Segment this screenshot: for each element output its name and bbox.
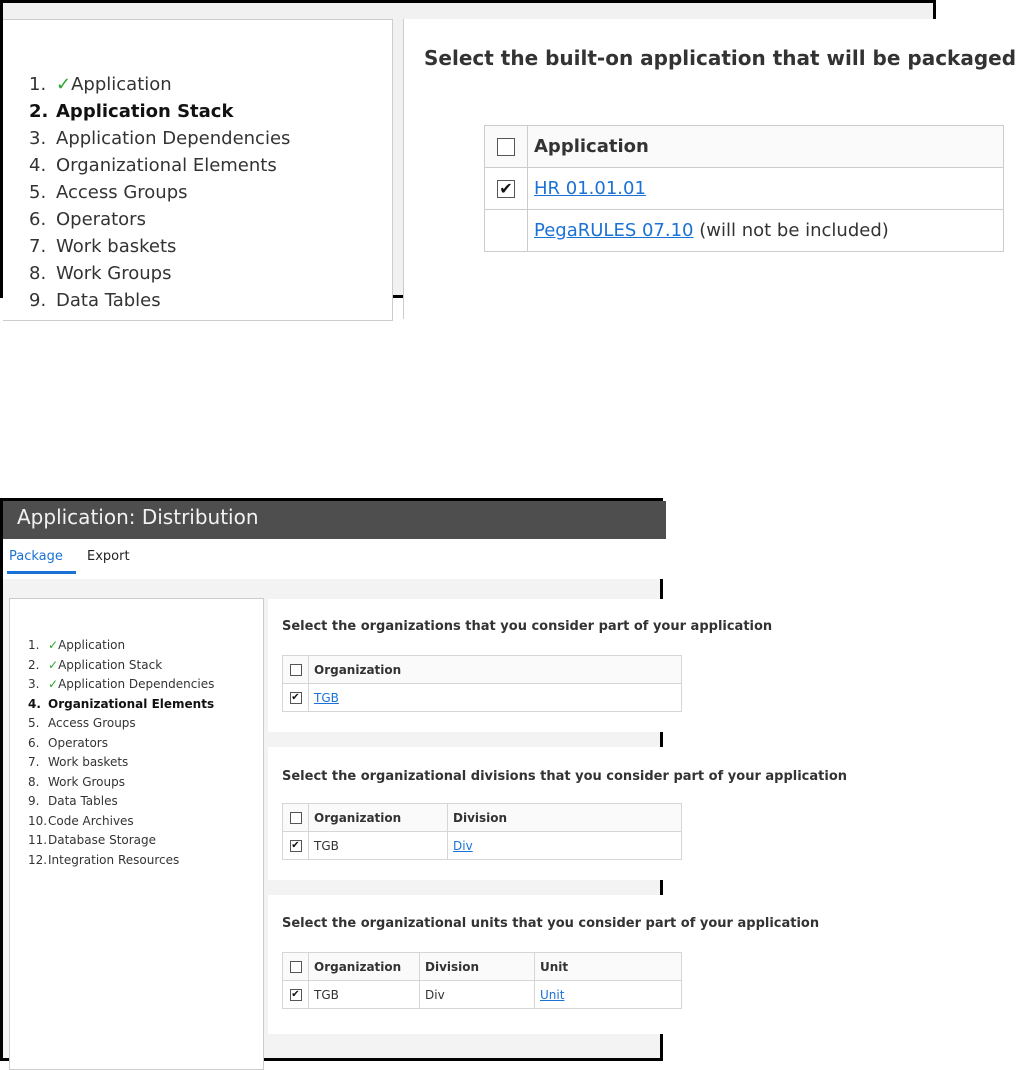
select-all-checkbox[interactable] — [290, 812, 302, 824]
wizard-step-label: Work baskets — [56, 236, 177, 257]
wizard-step[interactable]: 9. Data Tables — [28, 794, 118, 808]
tab-export[interactable]: Export — [87, 549, 130, 564]
wizard-step-label: Application — [58, 638, 126, 652]
wizard-step-label: Work Groups — [56, 263, 172, 284]
wizard-step[interactable]: 6. Operators — [29, 209, 146, 230]
wizard-step-label: Integration Resources — [48, 852, 180, 867]
select-all-checkbox[interactable] — [497, 138, 515, 156]
table-header-row — [283, 656, 682, 684]
wizard-step[interactable]: 10.Code Archives — [28, 813, 134, 828]
wizard-step-label: Data Tables — [56, 290, 161, 311]
organizations-table — [282, 655, 682, 712]
wizard-step[interactable]: 6. Operators — [28, 735, 108, 750]
units-table — [282, 952, 682, 1009]
wizard-steps-panel — [9, 598, 264, 1070]
divisions-panel — [268, 747, 848, 880]
wizard-step-label: Data Tables — [48, 794, 118, 808]
row-checkbox[interactable]: ✔ — [291, 989, 300, 1000]
wizard-steps-list — [28, 636, 214, 870]
column-header-division: Division — [420, 953, 535, 981]
wizard-step-label: Application — [71, 74, 172, 95]
wizard-step-label: Organizational Elements — [56, 155, 277, 176]
column-header-organization: Organization — [309, 953, 420, 981]
wizard-step-label: Organizational Elements — [48, 696, 215, 711]
application-link[interactable]: HR 01.01.01 — [534, 178, 646, 199]
wizard-step[interactable]: 2. ✓Application Stack — [28, 657, 163, 672]
division-link[interactable]: Div — [453, 838, 473, 853]
divisions-table — [282, 803, 682, 860]
wizard-step[interactable]: 5. Access Groups — [28, 716, 136, 730]
wizard-step-label: Application Dependencies — [56, 128, 291, 149]
wizard-step[interactable]: 1. ✓Application — [29, 74, 172, 95]
wizard-step-label: Application Stack — [56, 101, 234, 122]
division-cell: Div — [420, 981, 535, 1009]
column-header-organization: Organization — [309, 656, 682, 684]
bottom-screenshot — [0, 498, 848, 1061]
checkmark-icon: ✓ — [56, 74, 72, 95]
wizard-step-label: Database Storage — [48, 833, 157, 847]
unit-link[interactable]: Unit — [540, 987, 565, 1002]
wizard-step-label: Work Groups — [48, 774, 125, 789]
wizard-step-label: Operators — [56, 209, 146, 230]
organization-cell: TGB — [309, 832, 448, 860]
window-title: Application: Distribution — [17, 505, 259, 529]
units-heading: Select the organizational units that you consider part of your application — [282, 916, 820, 931]
table-row — [485, 210, 1004, 252]
units-panel — [268, 895, 820, 1034]
wizard-step-label: Operators — [48, 735, 108, 750]
top-screenshot — [0, 0, 1016, 311]
column-header-division: Division — [448, 804, 682, 832]
wizard-step[interactable]: 8. Work Groups — [29, 263, 172, 284]
checkmark-icon: ✓ — [48, 677, 59, 691]
wizard-steps-panel — [3, 19, 393, 321]
wizard-step[interactable]: 11.Database Storage — [28, 833, 157, 847]
row-checkbox[interactable]: ✔ — [291, 692, 300, 703]
wizard-step-label: Application Stack — [58, 657, 163, 672]
wizard-step[interactable]: 7. Work baskets — [29, 236, 177, 257]
organization-cell: TGB — [309, 981, 420, 1009]
wizard-step[interactable]: 8. Work Groups — [28, 774, 125, 789]
table-row — [485, 168, 1004, 210]
table-header-row — [485, 126, 1004, 168]
wizard-step[interactable]: 9. Data Tables — [29, 290, 161, 311]
wizard-steps-list — [29, 71, 290, 314]
table-row — [283, 832, 682, 860]
column-header-organization: Organization — [309, 804, 448, 832]
section-heading: Select the built-on application that will be packaged — [424, 46, 1016, 70]
wizard-step[interactable]: 12.Integration Resources — [28, 852, 180, 867]
application-link[interactable]: PegaRULES 07.10 — [534, 220, 694, 241]
select-all-checkbox[interactable] — [290, 664, 302, 676]
organizations-panel — [268, 599, 773, 732]
wizard-step[interactable]: 7. Work baskets — [28, 755, 129, 769]
wizard-step-label: Access Groups — [56, 182, 188, 203]
stack-panel — [403, 19, 1016, 319]
select-all-checkbox[interactable] — [290, 961, 302, 973]
wizard-step-label: Code Archives — [48, 813, 134, 828]
divisions-heading: Select the organizational divisions that you consider part of your application — [282, 769, 848, 784]
wizard-step-current[interactable]: 2. Application Stack — [29, 101, 234, 122]
tab-bar — [3, 539, 666, 579]
wizard-step[interactable]: 4. Organizational Elements — [29, 155, 277, 176]
wizard-step-label: Application Dependencies — [58, 677, 215, 691]
column-header-unit: Unit — [535, 953, 682, 981]
table-row — [283, 684, 682, 712]
wizard-step-current[interactable]: 4. Organizational Elements — [28, 696, 215, 711]
wizard-step[interactable]: 3. ✓Application Dependencies — [28, 677, 215, 691]
table-row — [283, 981, 682, 1009]
organizations-heading: Select the organizations that you consider part of your application — [282, 619, 773, 634]
table-header-row — [283, 953, 682, 981]
organization-link[interactable]: TGB — [314, 690, 339, 705]
wizard-step[interactable]: 1. ✓Application — [28, 638, 126, 652]
excluded-note: (will not be included) — [693, 220, 889, 241]
checkmark-icon: ✓ — [48, 657, 59, 672]
application-table — [484, 125, 1004, 252]
tab-package[interactable]: Package — [9, 549, 63, 564]
title-bar — [3, 501, 666, 539]
active-tab-indicator — [7, 571, 76, 574]
row-checkbox[interactable]: ✔ — [291, 840, 300, 851]
wizard-step-label: Access Groups — [48, 716, 136, 730]
wizard-step-label: Work baskets — [48, 755, 129, 769]
wizard-step[interactable]: 5. Access Groups — [29, 182, 188, 203]
wizard-step[interactable]: 3. Application Dependencies — [29, 128, 291, 149]
row-checkbox[interactable]: ✔ — [497, 180, 515, 198]
column-header-application: Application — [528, 126, 1004, 168]
checkmark-icon: ✓ — [48, 638, 59, 652]
table-header-row — [283, 804, 682, 832]
